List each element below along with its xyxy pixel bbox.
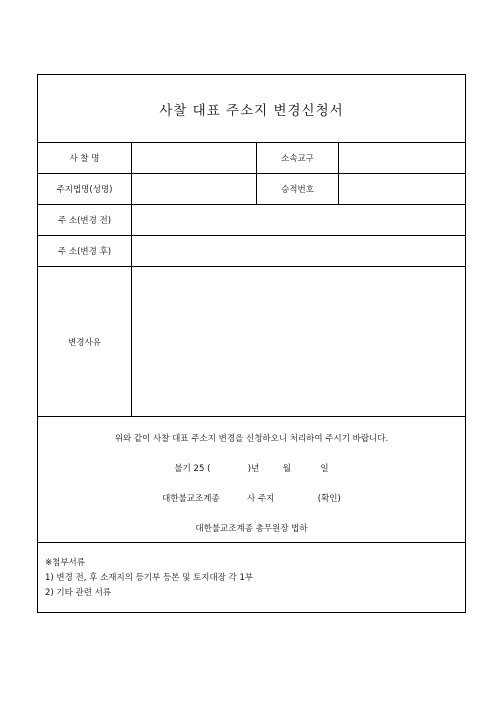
date-line (38, 462, 465, 474)
abbot-name-field[interactable] (132, 174, 256, 204)
declaration-block (38, 417, 465, 543)
parish-label: 소속교구 (281, 154, 314, 164)
address-after-row (38, 236, 465, 267)
signature-abbot: 사 주지 (247, 494, 275, 504)
addressee-line: 대한불교조계종 총무원장 법하 (195, 524, 308, 534)
signature-line (38, 492, 465, 504)
application-form (37, 74, 466, 613)
attachment-item: 1) 변경 전, 후 소재지의 등기부 등본 및 토지대장 각 1부 (45, 573, 254, 583)
date-year-suffix: )년 (247, 464, 260, 474)
reason-field[interactable] (132, 267, 465, 416)
address-before-row (38, 205, 465, 236)
ordination-number-label: 승적번호 (281, 185, 314, 195)
reason-label: 변경사유 (68, 337, 101, 348)
signature-org: 대한불교조계종 (162, 494, 220, 504)
abbot-row (38, 174, 465, 205)
address-after-field[interactable] (132, 236, 465, 266)
temple-name-row (38, 143, 465, 174)
reason-row (38, 267, 465, 417)
signature-seal[interactable]: (확인) (317, 494, 341, 504)
date-month: 월 (282, 464, 291, 474)
attachment-item: 2) 기타 관련 서류 (45, 588, 112, 598)
address-before-field[interactable] (132, 205, 465, 235)
declaration-statement: 위와 같이 사찰 대표 주소지 변경을 신청하오니 처리하여 주시기 바랍니다. (114, 434, 389, 444)
date-prefix: 불기 25 ( (174, 464, 211, 474)
abbot-name-label: 주지법명(성명) (56, 185, 113, 195)
address-after-label: 주 소(변경 후) (57, 247, 112, 257)
temple-name-field[interactable] (132, 143, 256, 173)
ordination-number-field[interactable] (339, 174, 465, 204)
address-before-label: 주 소(변경 전) (57, 216, 112, 226)
attachments-block (38, 543, 465, 612)
attachments-header: ※첨부서류 (45, 558, 85, 568)
title-row (38, 75, 465, 143)
form-title: 사찰 대표 주소지 변경신청서 (159, 102, 344, 119)
date-day: 일 (320, 464, 329, 474)
temple-name-label: 사 찰 명 (69, 154, 100, 164)
parish-field[interactable] (339, 143, 465, 173)
